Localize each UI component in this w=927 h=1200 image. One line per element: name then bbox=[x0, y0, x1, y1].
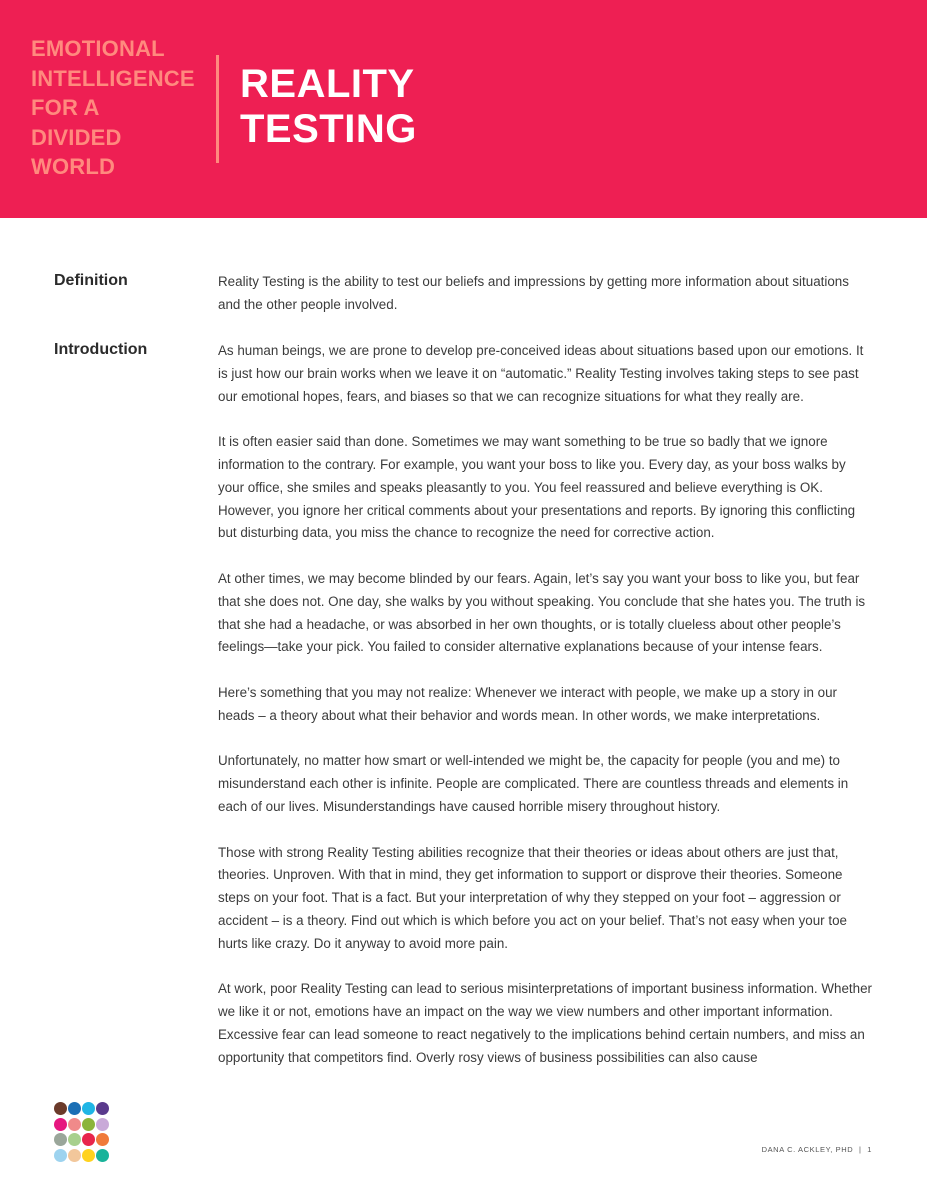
series-title-line: WORLD bbox=[31, 154, 116, 179]
header-divider bbox=[216, 55, 219, 163]
logo-dot bbox=[54, 1118, 67, 1131]
footer-author: DANA C. ACKLEY, PHD bbox=[761, 1145, 854, 1154]
logo-dot bbox=[96, 1149, 109, 1162]
page-title-line: TESTING bbox=[240, 107, 417, 151]
definition-text-block bbox=[218, 271, 874, 339]
definition-text: Reality Testing is the ability to test our beliefs and impressions by getting more information about situations and the other people involved. bbox=[218, 274, 849, 312]
logo-dot bbox=[82, 1133, 95, 1146]
introduction-paragraph: At work, poor Reality Testing can lead to serious misinterpretations of important business information. Whether we like it or not, emotions have an impact on the way we view numbers and other important information. Excessive fear can lead someone to react negatively to the implications behind certain numbers, and miss an opportunity that competitors find. Overly rosy views of business possibilities can also cause bbox=[218, 981, 872, 1065]
introduction-paragraph: As human beings, we are prone to develop pre-conceived ideas about situations based upon our emotions. It is just how our brain works when we leave it on “automatic.” Reality Testing involves taking steps to see past our emotional hopes, fears, and biases so that we can recognize situations for what they really are. bbox=[218, 343, 864, 404]
introduction-body bbox=[218, 340, 874, 1092]
page-title bbox=[240, 62, 417, 152]
introduction-label: Introduction bbox=[54, 341, 148, 358]
logo-dot bbox=[68, 1133, 81, 1146]
series-title-line: FOR A bbox=[31, 95, 100, 120]
footer-separator: | bbox=[858, 1145, 862, 1154]
introduction-paragraph: Unfortunately, no matter how smart or well-intended we might be, the capacity for people (you and me) to misunderstand each other is infinite. People are complicated. There are countless threads and elements in each of our lives. Misunderstandings have caused horrible misery throughout history. bbox=[218, 753, 849, 814]
header-banner bbox=[0, 0, 927, 218]
series-title-line: INTELLIGENCE bbox=[31, 65, 195, 91]
logo-dot bbox=[54, 1133, 67, 1146]
series-title-line: DIVIDED bbox=[31, 124, 122, 150]
introduction-paragraph: Those with strong Reality Testing abilities recognize that their theories or ideas about others are just that, theories. Unproven. With that in mind, they get information to support or disprove their theories. Someone steps on your foot. That is a fact. But your interpretation of why they stepped on your foot – aggression or accident – is a theory. Find out which is which before you act on your belief. That’s not easy when your toe hurts like crazy. Do it anyway to avoid more pain. bbox=[218, 844, 847, 951]
logo-dot bbox=[68, 1118, 81, 1131]
logo-dot bbox=[96, 1133, 109, 1146]
logo-dot bbox=[68, 1102, 81, 1115]
series-title-line: EMOTIONAL bbox=[31, 36, 165, 61]
logo-dot bbox=[54, 1102, 67, 1115]
series-title bbox=[31, 34, 211, 182]
introduction-paragraph: Here’s something that you may not realize: Whenever we interact with people, we make up a story in our heads – a theory about what their behavior and words mean. In other words, we make interpretations. bbox=[218, 684, 838, 723]
page-footer bbox=[762, 1145, 872, 1154]
logo-dot bbox=[96, 1102, 109, 1115]
page-number: 1 bbox=[867, 1145, 872, 1154]
logo-dot bbox=[96, 1118, 109, 1131]
logo-dot bbox=[82, 1118, 95, 1131]
logo-dot bbox=[54, 1149, 67, 1162]
introduction-paragraph: It is often easier said than done. Sometimes we may want something to be true so badly that we ignore information to the contrary. For example, you want your boss to like you. Every day, as your boss walks by your office, she smiles and speaks pleasantly to you. You feel reassured and believe everything is OK. However, you ignore her critical comments about your presentations and reports. By ignoring this conflicting but disturbing data, you miss the chance to recognize the need for corrective action. bbox=[218, 434, 856, 541]
definition-label: Definition bbox=[54, 272, 128, 289]
dot-grid-logo bbox=[54, 1102, 114, 1162]
logo-dot bbox=[68, 1149, 81, 1162]
introduction-paragraph: At other times, we may become blinded by our fears. Again, let’s say you want your boss to like you, but fear that she does not. One day, she walks by you without speaking. You conclude that she hates you. The truth is that she had a headache, or was absorbed in her own thoughts, or is totally clueless about other people’s feelings—take your pick. You failed to consider alternative explanations because of your intense fears. bbox=[218, 570, 866, 655]
page-title-line: REALITY bbox=[240, 62, 415, 106]
logo-dot bbox=[82, 1102, 95, 1115]
logo-dot bbox=[82, 1149, 95, 1162]
